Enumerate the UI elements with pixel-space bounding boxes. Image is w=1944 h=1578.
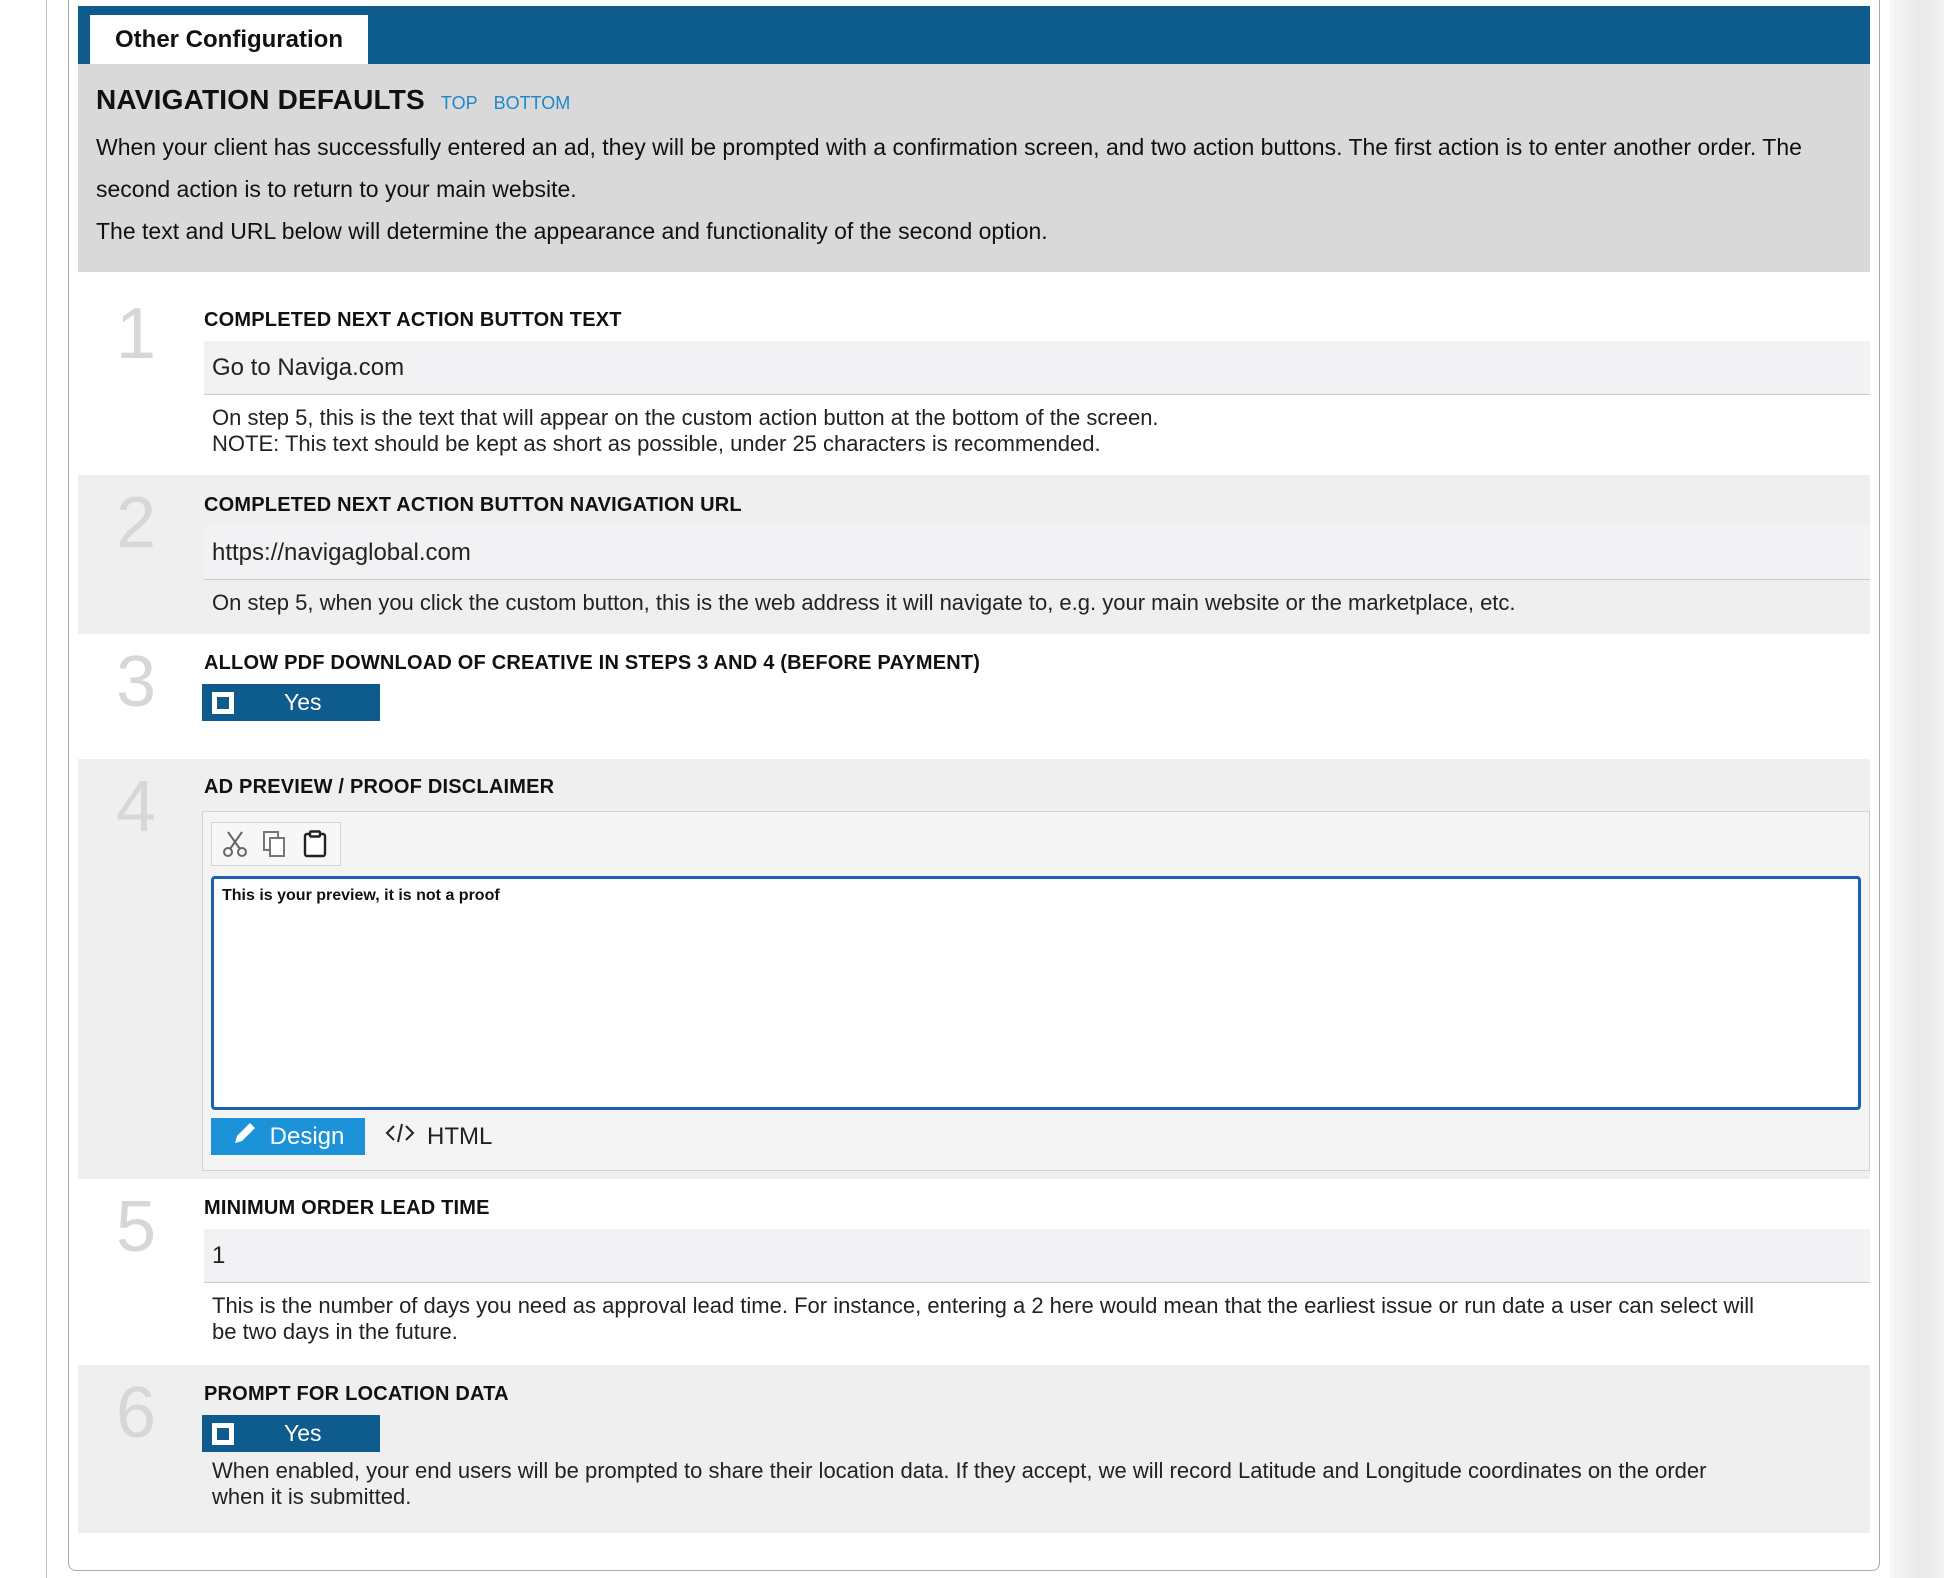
step-number: 1 bbox=[116, 294, 157, 374]
navigation-defaults-section bbox=[78, 64, 1870, 272]
disclaimer-editor bbox=[202, 811, 1870, 1171]
pdf-download-toggle[interactable] bbox=[202, 684, 380, 721]
right-background bbox=[1890, 0, 1944, 1578]
pencil-icon bbox=[232, 1120, 258, 1153]
navigation-url-input[interactable]: https://navigaglobal.com bbox=[204, 526, 1870, 580]
step-number: 2 bbox=[116, 483, 157, 563]
setting-row-4 bbox=[78, 759, 1870, 1179]
step-number: 6 bbox=[116, 1373, 157, 1453]
location-data-toggle[interactable] bbox=[202, 1415, 380, 1452]
html-mode-button[interactable] bbox=[385, 1122, 492, 1151]
html-mode-label: HTML bbox=[427, 1122, 493, 1150]
step-number: 3 bbox=[116, 642, 157, 722]
setting-row-1 bbox=[78, 272, 1870, 468]
section-title: NAVIGATION DEFAULTS bbox=[96, 84, 425, 115]
setting-label: AD PREVIEW / PROOF DISCLAIMER bbox=[204, 776, 555, 798]
help-text: This is the number of days you need as approval lead time. For instance, entering a 2 here would mean that the earliest issue or run date a user can select will bbox=[212, 1293, 1755, 1318]
help-text: When enabled, your end users will be prompted to share their location data. If they accept, we will record Latitude and Longitude coordinates on the order bbox=[212, 1458, 1707, 1483]
lead-time-input[interactable]: 1 bbox=[204, 1229, 1870, 1283]
design-mode-label: Design bbox=[269, 1122, 345, 1150]
checkbox-icon bbox=[212, 692, 234, 714]
intro-description: When your client has successfully entered an ad, they will be prompted with a confirmation screen, and two action buttons. The first action is to enter another order. The second action is to return to your main website. bbox=[96, 134, 1802, 202]
copy-icon[interactable] bbox=[260, 829, 290, 859]
left-divider bbox=[46, 0, 47, 1578]
setting-row-3 bbox=[78, 634, 1870, 759]
setting-label: ALLOW PDF DOWNLOAD OF CREATIVE IN STEPS 3 AND 4 (BEFORE PAYMENT) bbox=[204, 652, 981, 674]
setting-label: COMPLETED NEXT ACTION BUTTON NAVIGATION URL bbox=[204, 494, 742, 516]
step-number: 4 bbox=[116, 767, 157, 847]
toggle-label: Yes bbox=[284, 689, 322, 715]
help-text-continued: when it is submitted. bbox=[212, 1484, 412, 1509]
setting-row-6 bbox=[78, 1365, 1870, 1533]
help-text: On step 5, this is the text that will appear on the custom action button at the bottom of the screen. bbox=[212, 405, 1159, 430]
editor-toolbar bbox=[211, 822, 341, 866]
cut-icon[interactable] bbox=[220, 829, 250, 859]
toggle-label: Yes bbox=[284, 1420, 322, 1446]
setting-row-5 bbox=[78, 1179, 1870, 1365]
disclaimer-text-area[interactable]: This is your preview, it is not a proof bbox=[211, 876, 1861, 1110]
design-mode-button[interactable] bbox=[211, 1118, 365, 1155]
button-text-input[interactable]: Go to Naviga.com bbox=[204, 341, 1870, 395]
intro-note: The text and URL below will determine the appearance and functionality of the second option. bbox=[96, 218, 1048, 244]
setting-label: PROMPT FOR LOCATION DATA bbox=[204, 1383, 509, 1405]
setting-label: COMPLETED NEXT ACTION BUTTON TEXT bbox=[204, 309, 622, 331]
checkbox-icon bbox=[212, 1423, 234, 1445]
paste-icon[interactable] bbox=[300, 829, 330, 859]
top-link[interactable]: TOP bbox=[440, 93, 478, 113]
help-text: On step 5, when you click the custom button, this is the web address it will navigate to, e.g. your main website or the marketplace, etc. bbox=[212, 590, 1516, 615]
tab-other-configuration[interactable]: Other Configuration bbox=[90, 15, 368, 64]
help-text-continued: be two days in the future. bbox=[212, 1319, 458, 1344]
setting-row-2 bbox=[78, 475, 1870, 634]
code-icon bbox=[385, 1122, 415, 1151]
setting-label: MINIMUM ORDER LEAD TIME bbox=[204, 1197, 490, 1219]
help-note: NOTE: This text should be kept as short as possible, under 25 characters is recommended. bbox=[212, 431, 1101, 456]
step-number: 5 bbox=[116, 1187, 157, 1267]
bottom-link[interactable]: BOTTOM bbox=[493, 93, 571, 113]
